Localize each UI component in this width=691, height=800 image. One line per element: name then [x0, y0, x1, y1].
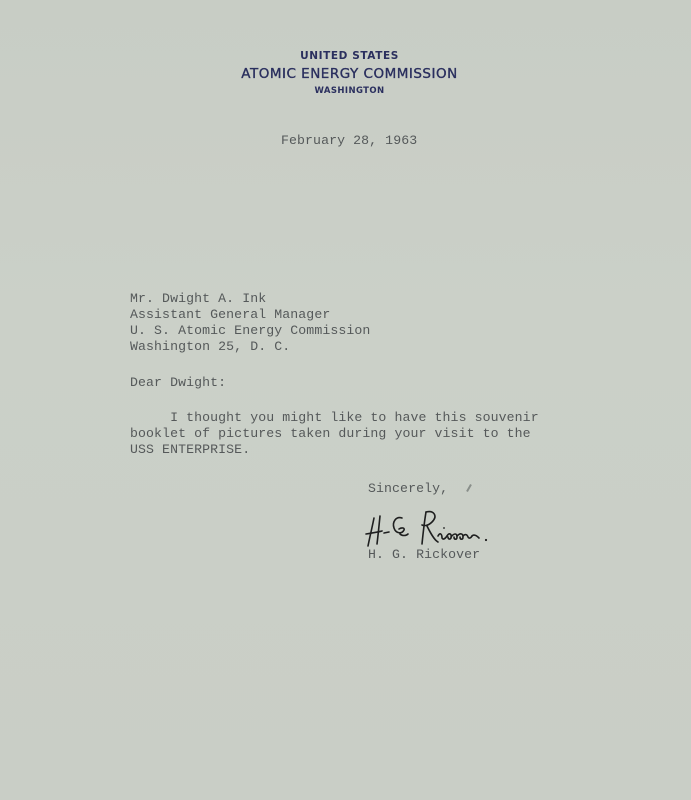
- letterhead-country: UNITED STATES: [300, 50, 399, 62]
- closing: Sincerely,: [368, 481, 449, 496]
- recipient-city: Washington 25, D. C.: [130, 339, 291, 354]
- letterhead-city: WASHINGTON: [314, 86, 385, 96]
- handwritten-signature-icon: [362, 506, 502, 552]
- body-line: USS ENTERPRISE.: [130, 442, 251, 457]
- recipient-address-block: [130, 291, 370, 355]
- pen-mark: [466, 484, 472, 492]
- letter-date: February 28, 1963: [281, 133, 418, 148]
- signatory-typed-name: H. G. Rickover: [368, 547, 481, 562]
- recipient-title: Assistant General Manager: [130, 307, 331, 322]
- recipient-name: Mr. Dwight A. Ink: [130, 291, 267, 306]
- salutation: Dear Dwight:: [130, 375, 227, 390]
- recipient-organization: U. S. Atomic Energy Commission: [130, 323, 371, 338]
- body-line: I thought you might like to have this souvenir: [130, 410, 539, 425]
- letterhead-agency: ATOMIC ENERGY COMMISSION: [241, 66, 458, 82]
- letter-body: [130, 410, 539, 458]
- body-line: booklet of pictures taken during your visit to the: [130, 426, 531, 441]
